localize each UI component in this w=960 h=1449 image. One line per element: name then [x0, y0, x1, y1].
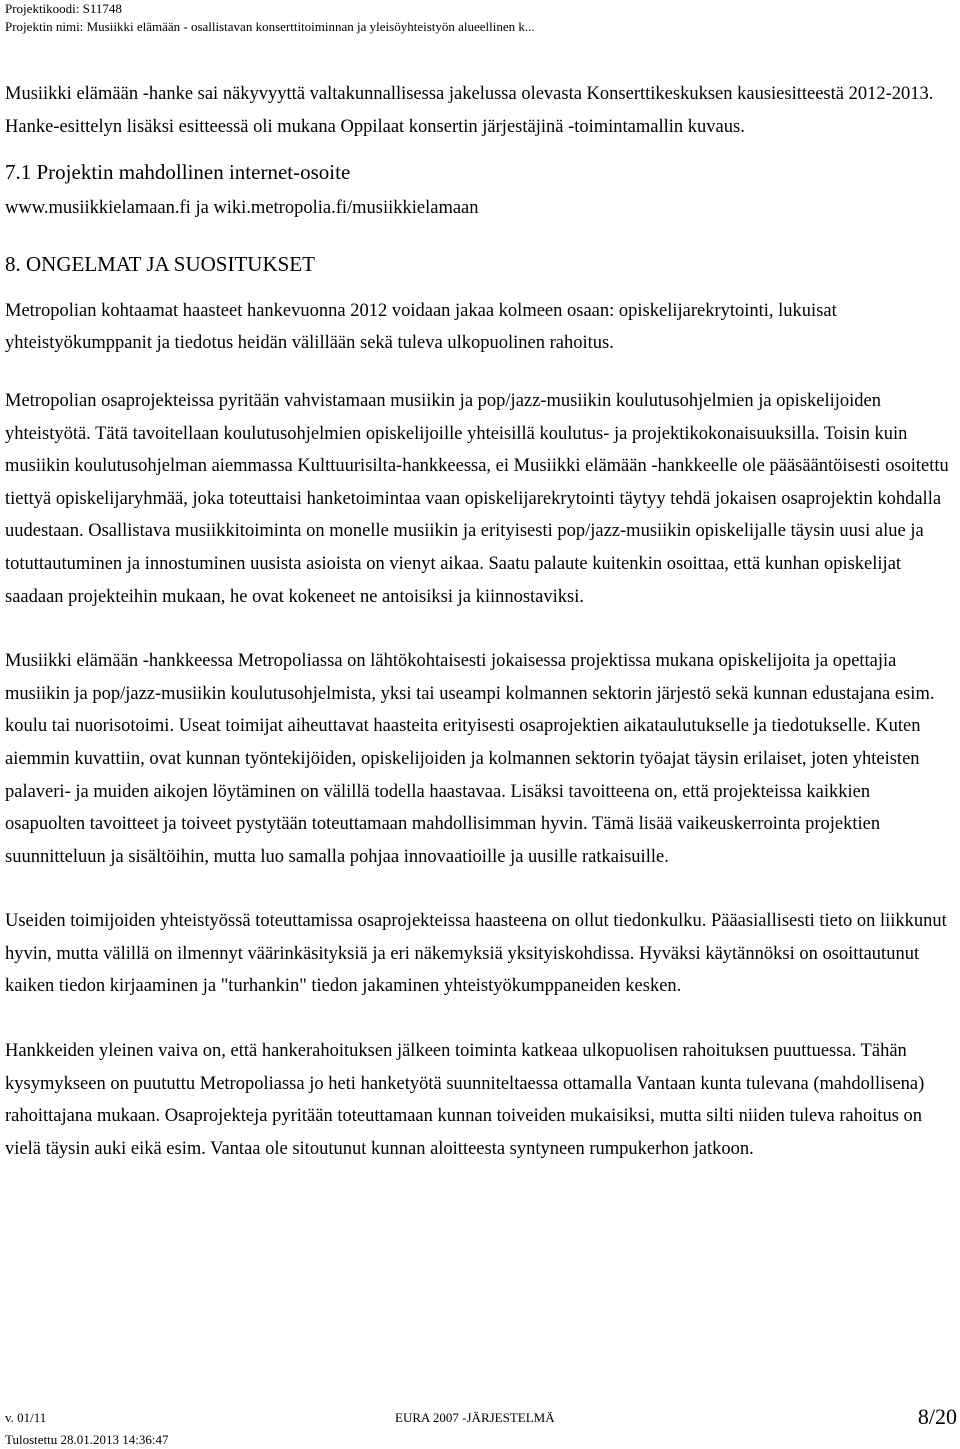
page-footer: [5, 1400, 957, 1449]
paragraph-student-cooperation: Metropolian osaprojekteissa pyritään vahvistamaan musiikin ja pop/jazz-musiikin koulutusohjelmien ja opiskelijoiden yhteistyötä. Tätä tavoitellaan koulutusohjelmien opiskelijoille yhteisillä koulutus- ja projektikokonaisuuksilla. Toisin kuin musiikin koulutusohjelman aiemmassa Kulttuurisilta-hankkeessa, ei Musiikki elämään -hankkeelle ole pääsääntöisesti osoitettu tiettyä opiskelijaryhmää, joka toteuttaisi hanketoimintaa vaan opiskelijarekrytointi täytyy tehdä jokaisen osaprojektin kohdalla uudestaan. Osallistava musiikkitoiminta on monelle musiikin ja erityisesti pop/jazz-musiikin opiskelijalle täysin uusi alue ja totuttautuminen ja innostuminen uusista asioista on vienyt aikaa. Saatu palaute kuitenkin osoittaa, että kunhan opiskelijat saadaan projekteihin mukaan, he ovat kokeneet ne antoisiksi ja kiinnostaviksi.: [5, 390, 949, 607]
version-label: v. 01/11: [5, 1410, 47, 1425]
project-code: Projektikoodi: S11748: [5, 1, 122, 16]
internet-address-text: www.musiikkielamaan.fi ja wiki.metropolia.fi/musiikkielamaan: [5, 198, 479, 219]
page-header: [5, 0, 955, 36]
paragraph-communication: Useiden toimijoiden yhteistyössä toteuttamissa osaprojekteissa haasteena on ollut tiedonkulku. Pääasiallisesti tieto on liikkunut hyvin, mutta välillä on ilmennyt väärinkäsityksiä ja eri näkemyksiä yksityiskohdissa. Hyväksi käytännöksi on osoittautunut kaiken tiedon kirjaaminen ja "turhankin" tiedon jakaminen yhteistyökumppaneiden kesken.: [5, 911, 947, 997]
project-name: Projektin nimi: Musiikki elämään - osallistavan konserttitoiminnan ja yleisöyhteistyön alueellinen k...: [5, 19, 535, 34]
paragraph-funding: Hankkeiden yleinen vaiva on, että hankerahoituksen jälkeen toiminta katkeaa ulkopuolisen rahoituksen puuttuessa. Tähän kysymykseen on puututtu Metropoliassa jo heti hanketyötä suunniteltaessa ottamalla Vantaan kunta tulevana (mahdollisena) rahoittajana mukaan. Osaprojekteja pyritään toteuttamaan kunnan toiveiden mukaisiksi, mutta silti niiden tuleva rahoitus on vielä täysin auki eikä esim. Vantaa ole sitoutunut kunnan aloitteesta syntyneen rumpukerhon jatkoon.: [5, 1041, 925, 1159]
paragraph-challenges: Metropolian kohtaamat haasteet hankevuonna 2012 voidaan jakaa kolmeen osaan: opiskelijarekrytointi, lukuisat yhteistyökumppanit ja tiedotus heidän välillään sekä tuleva ulkopuolinen rahoitus.: [5, 300, 837, 354]
paragraph-partners: Musiikki elämään -hankkeessa Metropoliassa on lähtökohtaisesti jokaisessa projektissa mukana opiskelijoita ja opettajia musiikin ja pop/jazz-musiikin koulutusohjelmista, yksi tai useampi kolmannen sektorin järjestö sekä kunnan edustajana esim. koulu tai nuorisotoimi. Useat toimijat aiheuttavat haasteita erityisesti osaprojektien aikataulutukselle ja tiedotukselle. Kuten aiemmin kuvattiin, ovat kunnan työntekijöiden, opiskelijoiden ja kolmannen sektorin työajat täysin erilaiset, joten yhteisten palaveri- ja muiden aikojen löytäminen on välillä todella haastavaa. Lisäksi tavoitteena on, että projekteissa kaikkien osapuolten tavoitteet ja toiveet pystytään toteuttamaan mahdollisimman hyvin. Tämä lisää vaikeuskerrointa projektien suunnitteluun ja sisältöihin, mutta luo samalla pohjaa innovaatioille ja uusille ratkaisuille.: [5, 651, 935, 867]
system-name: EURA 2007 -JÄRJESTELMÄ: [395, 1410, 555, 1425]
section-heading-problems: 8. ONGELMAT JA SUOSITUKSET: [5, 251, 315, 276]
print-timestamp: Tulostettu 28.01.2013 14:36:47: [5, 1432, 169, 1447]
page-number: 8/20: [917, 1404, 957, 1429]
document-body: [5, 78, 953, 1165]
paragraph-visibility: Musiikki elämään -hanke sai näkyvyyttä valtakunnallisessa jakelussa olevasta Konserttikeskuksen kausiesitteestä 2012-2013. Hanke-esittelyn lisäksi esitteessä oli mukana Oppilaat konsertin järjestäjinä -toimintamallin kuvaus.: [5, 84, 934, 137]
section-heading-internet-address: 7.1 Projektin mahdollinen internet-osoite: [5, 160, 351, 185]
